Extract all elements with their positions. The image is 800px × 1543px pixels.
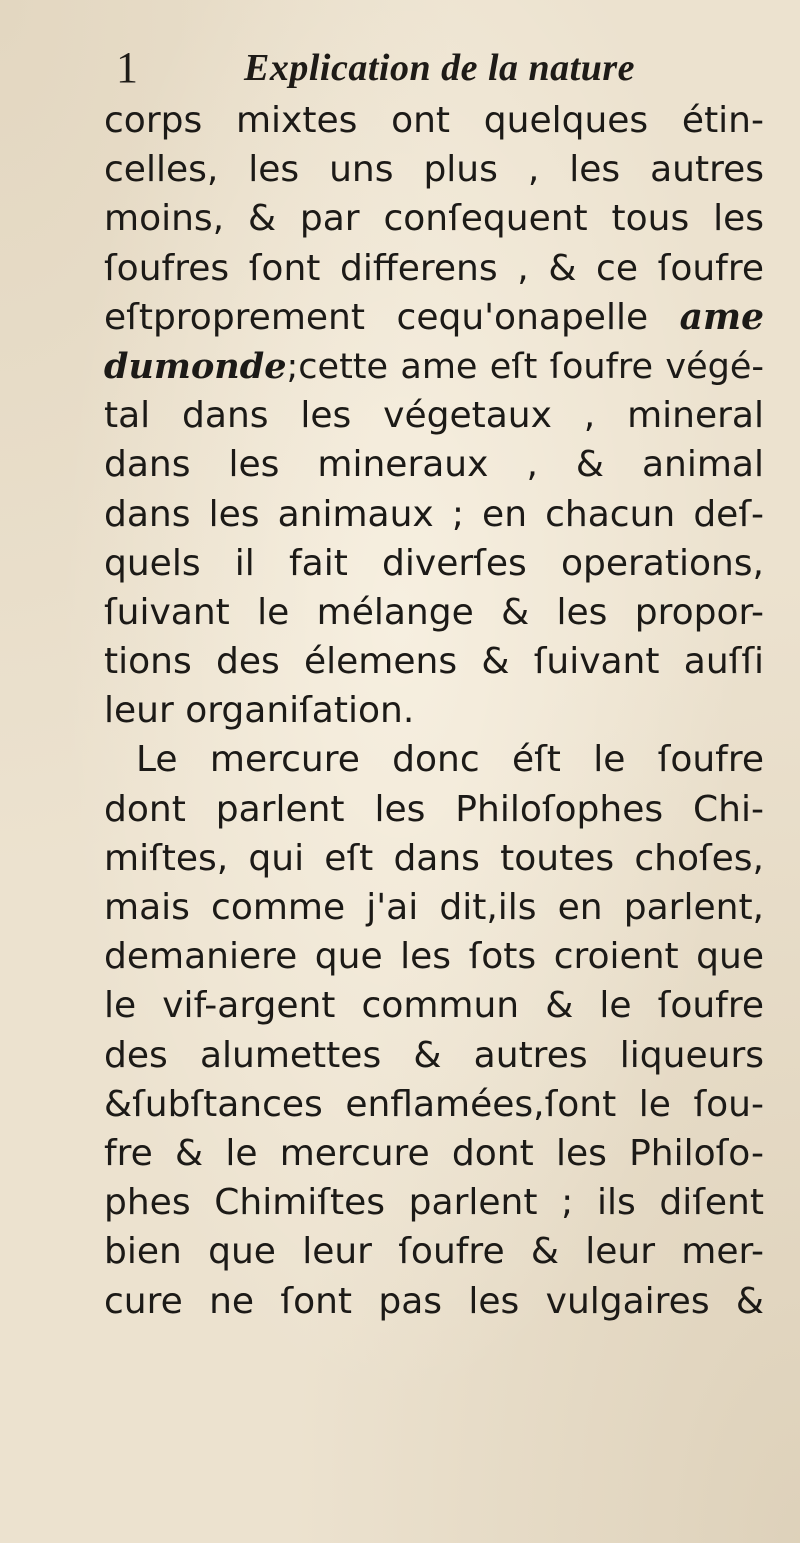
text-line: moins, & par conſequent tous les [104,198,764,240]
text-line: des alumettes & autres liqueurs [104,1034,764,1076]
text-line: dans les mineraux , & animal [104,444,764,486]
text-line: phes Chimiſtes parlent ; ils diſent [104,1182,764,1224]
page-header [112,40,672,100]
text-line: bien que leur ſoufre & leur mer- [104,1231,764,1273]
text-segment: ;cette ame eſt ſoufre végé- [286,346,764,387]
text-line: &ſubſtances enflamées,ſont le ſou- [104,1083,764,1125]
text-line: leur organiſation. [104,690,415,732]
italic-term-dumonde: dumonde [104,345,287,387]
text-line: corps mixtes ont quelques étin- [104,100,764,141]
text-line: le vif-argent commun & le ſoufre [104,985,764,1027]
italic-term-ame: ame [679,295,764,338]
text-line: miſtes, qui eſt dans toutes choſes, [104,837,764,879]
text-line: tal dans les végetaux , mineral [104,395,764,437]
text-line: dont parlent les Philoſophes Chi- [104,788,764,830]
text-line: mais comme j'ai dit,ils en parlent, [104,887,764,928]
text-line: demaniere que les ſots croient que [104,936,764,978]
text-line: dans les animaux ; en chacun deſ- [104,493,764,535]
page-number: 1 [116,43,138,92]
paragraph-first-line: Le mercure donc éſt le ſoufre [136,739,764,781]
text-line: cure ne ſont pas les vulgaires & [104,1280,764,1322]
body-text [104,96,764,1326]
text-line: quels il fait diverſes operations, [104,542,764,584]
text-line: ſoufres ſont differens , & ce ſoufre [104,247,764,289]
text-line: fre & le mercure dont les Philoſo- [104,1132,764,1174]
text-line [104,342,764,391]
text-line: ſuivant le mélange & les propor- [104,591,764,633]
text-line: celles, les uns plus , les autres [104,149,764,191]
text-line [104,293,764,342]
text-segment: eſtproprement cequ'onapelle [104,296,649,338]
running-title: Explication de la nature [244,47,635,89]
text-line: tions des élemens & ſuivant auſſi [104,641,764,683]
